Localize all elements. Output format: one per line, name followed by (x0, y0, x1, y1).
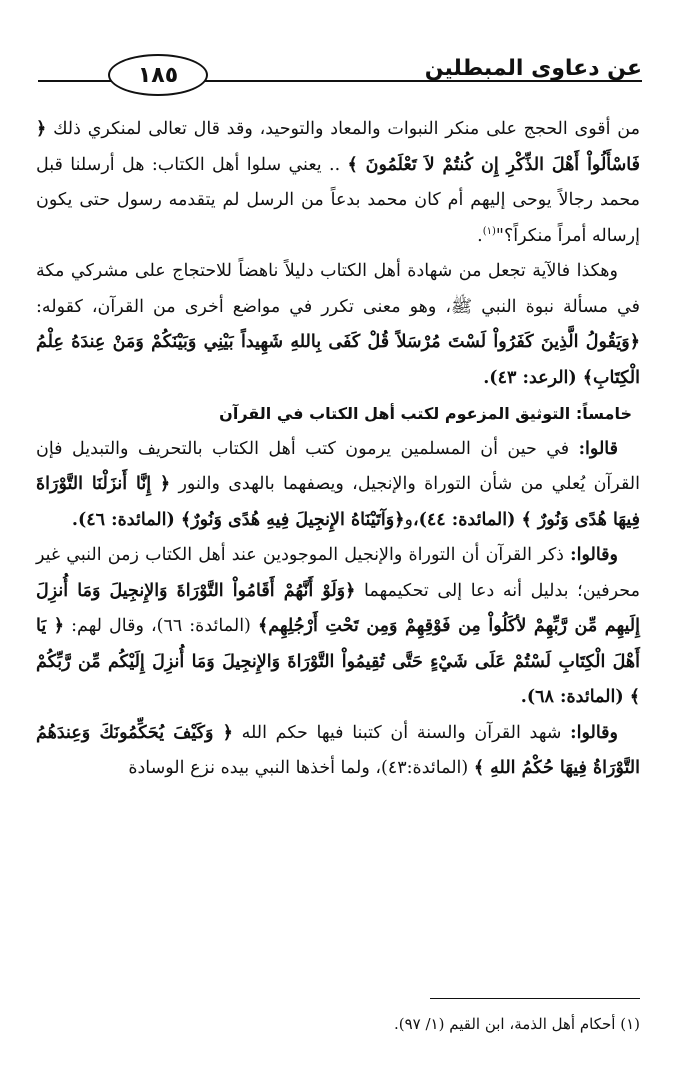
quran-verse: ﴿ وَكَيْفَ يُحَكِّمُونَكَ وَعِندَهُمُ التَّوْرَاةُ فِيهَا حُكْمُ اللهِ ﴾ (36, 722, 640, 778)
paragraph-3: قالوا: في حين أن المسلمين يرمون كتب أهل الكتاب بالتحريف والتبديل فإن القرآن يُعلي من شأن التوراة والإنجيل، ويصفهما بالهدى والنور ﴿ إِنَّا أَنزَلْنَا التَّوْرَاةَ فِيهَا هُدًى وَنُورٌ ﴾ (المائدة: ٤٤)،و﴿وَآتَيْنَاهُ الإِنجِيلَ فِيهِ هُدًى وَنُورٌ﴾ (المائدة: ٤٦). (36, 438, 640, 530)
page-header (38, 48, 642, 98)
footnote-ref: (١) (482, 225, 496, 237)
paragraph-lead: وقالوا: (570, 722, 618, 743)
paragraph-lead: قالوا: (578, 438, 618, 459)
quran-verse: ﴿وَيَقُولُ الَّذِينَ كَفَرُواْ لَسْتَ مُرْسَلاً قُلْ كَفَى بِاللهِ شَهِيداً بَيْنِي وَبَيْنَكُمْ وَمَنْ عِندَهُ عِلْمُ الْكِتَابِ﴾ (الرعد: ٤٣). (36, 332, 640, 388)
footnote-rule (430, 998, 640, 999)
footnote: (١) أحكام أهل الذمة، ابن القيم (١/ ٩٧). (393, 1015, 640, 1033)
section-heading: خامساً: التوثيق المزعوم لكتب أهل الكتاب في القرآن (219, 404, 632, 423)
quran-verse: ﴿ إِنَّا أَنزَلْنَا التَّوْرَاةَ فِيهَا هُدًى وَنُورٌ ﴾ (المائدة: ٤٤)، (36, 474, 640, 530)
running-title: عن دعاوى المبطلين (424, 56, 642, 81)
quran-verse: ﴿وَلَوْ أَنَّهُمْ أَقَامُواْ التَّوْرَاةَ وَالإِنجِيلَ وَمَا أُنزِلَ إِلَيهِم مِّن رَّبِّهِمْ لأكَلُواْ مِن فَوْقِهِمْ وَمِن تَحْتِ أَرْجُلِهِم﴾ (36, 580, 640, 636)
paragraph-lead: وقالوا: (570, 545, 618, 565)
paragraph-1: من أقوى الحجج على منكر النبوات والمعاد والتوحيد، وقد قال تعالى لمنكري ذلك ﴿ فَاسْأَلُواْ أَهْلَ الذِّكْرِ إِن كُنتُمْ لاَ تَعْلَمُونَ ﴾ .. يعني سلوا أهل الكتاب: هل أرسلنا قبل محمد رجالاً يوحى إليهم أم كان محمد بدعاً من الرسل لم يتقدمه رسول حتى يكون إرساله أمراً منكراً؟"$^{(١)}$. (36, 119, 640, 246)
page-number: ١٨٥ (108, 54, 208, 96)
quran-verse: ﴿ فَاسْأَلُواْ أَهْلَ الذِّكْرِ إِن كُنتُمْ لاَ تَعْلَمُونَ ﴾ (36, 119, 640, 175)
paragraph-2: وهكذا فالآية تجعل من شهادة أهل الكتاب دليلاً ناهضاً للاحتجاج على مشركي مكة في مسألة نبوة النبي ﷺ، وهو معنى تكرر في مواضع أخرى من القرآن، كقوله: ﴿وَيَقُولُ الَّذِينَ كَفَرُواْ لَسْتَ مُرْسَلاً قُلْ كَفَى بِاللهِ شَهِيداً بَيْنِي وَبَيْنَكُمْ وَمَنْ عِندَهُ عِلْمُ الْكِتَابِ﴾ (الرعد: ٤٣). (36, 261, 640, 388)
quran-verse: ﴿وَآتَيْنَاهُ الإِنجِيلَ فِيهِ هُدًى وَنُورٌ﴾ (المائدة: ٤٦). (71, 509, 405, 530)
body-text (36, 112, 640, 787)
paragraph-5: وقالوا: شهد القرآن والسنة أن كتبنا فيها حكم الله ﴿ وَكَيْفَ يُحَكِّمُونَكَ وَعِندَهُمُ التَّوْرَاةُ فِيهَا حُكْمُ اللهِ ﴾ (المائدة:٤٣)، ولما أخذها النبي بيده نزع الوسادة (36, 722, 640, 778)
quran-verse: ﴿ يَا أَهْلَ الْكِتَابِ لَسْتُمْ عَلَى شَيْءٍ حَتَّى تُقِيمُواْ التَّوْرَاةَ وَالإِنجِيلَ وَمَا أُنزِلَ إِلَيْكُم مِّن رَّبِّكُمْ ﴾ (المائدة: ٦٨). (36, 616, 640, 707)
paragraph-4: وقالوا: ذكر القرآن أن التوراة والإنجيل الموجودين عند أهل الكتاب زمن النبي غير محرفين؛ بدليل أنه دعا إلى تحكيمهما ﴿وَلَوْ أَنَّهُمْ أَقَامُواْ التَّوْرَاةَ وَالإِنجِيلَ وَمَا أُنزِلَ إِلَيهِم مِّن رَّبِّهِمْ لأكَلُواْ مِن فَوْقِهِمْ وَمِن تَحْتِ أَرْجُلِهِم﴾ (المائدة: ٦٦)، وقال لهم: ﴿ يَا أَهْلَ الْكِتَابِ لَسْتُمْ عَلَى شَيْءٍ حَتَّى تُقِيمُواْ التَّوْرَاةَ وَالإِنجِيلَ وَمَا أُنزِلَ إِلَيْكُم مِّن رَّبِّكُمْ ﴾ (المائدة: ٦٨). (36, 545, 640, 707)
